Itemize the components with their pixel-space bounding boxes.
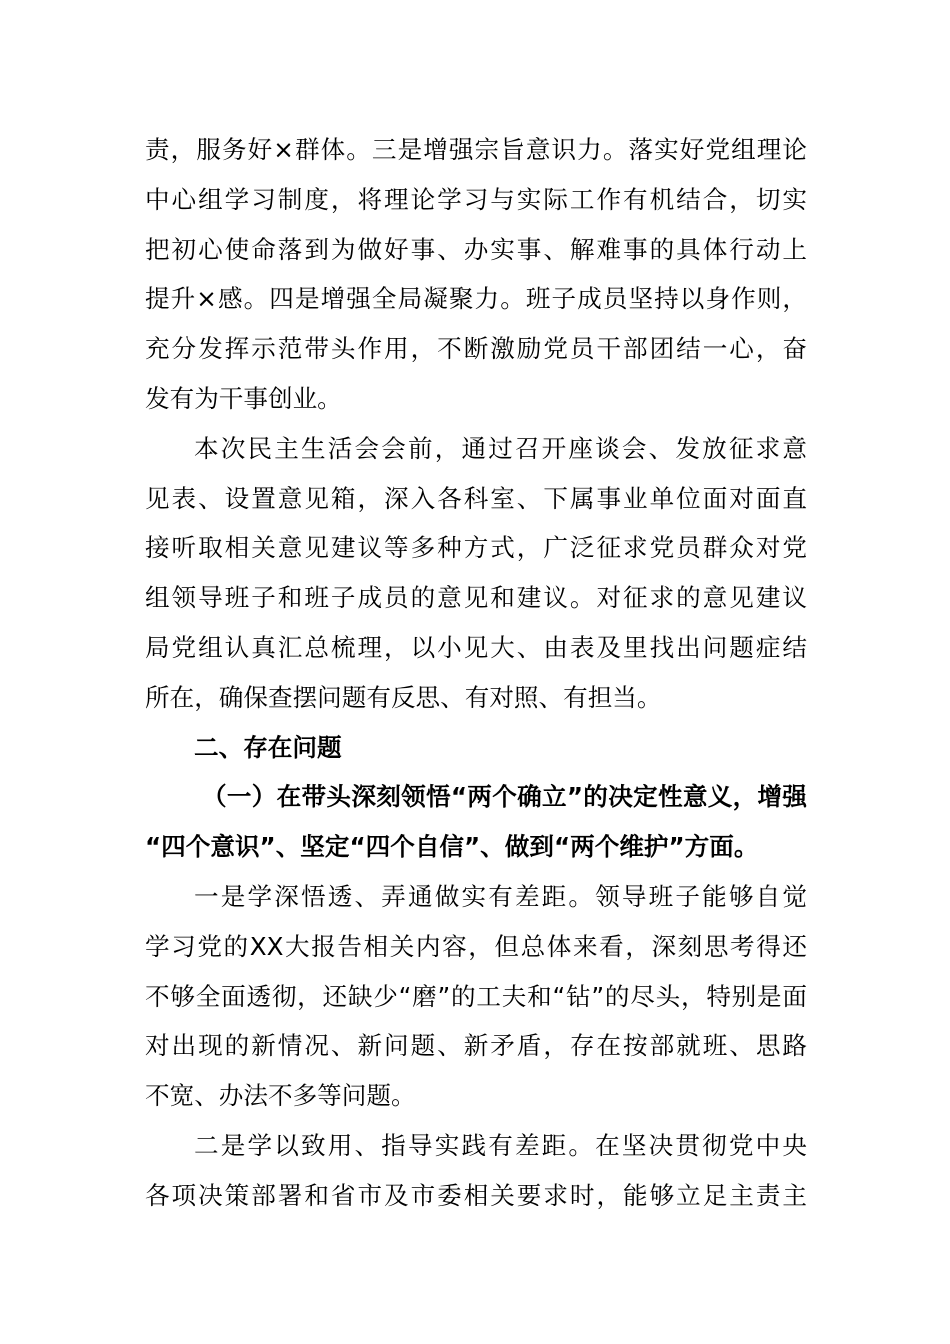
subsection-heading-line: （一）在带头深刻领悟“两个确立”的决定性意义，增强 <box>202 782 807 812</box>
paragraph-first-line: 本次民主生活会会前，通过召开座谈会、发放征求意 <box>194 433 807 463</box>
paragraph-line: 组领导班子和班子成员的意见和建议。对征求的意见建议 <box>145 583 807 613</box>
paragraph-line: 见表、设置意见箱，深入各科室、下属事业单位面对面直 <box>145 483 807 513</box>
paragraph-line: 把初心使命落到为做好事、办实事、解难事的具体行动上 <box>145 234 807 264</box>
paragraph-line: 局党组认真汇总梳理，以小见大、由表及里找出问题症结 <box>145 632 807 662</box>
paragraph-line: 学习党的XX大报告相关内容，但总体来看，深刻思考得还 <box>145 931 807 961</box>
paragraph-first-line: 二是学以致用、指导实践有差距。在坚决贯彻党中央 <box>194 1130 807 1160</box>
paragraph-line: 各项决策部署和省市及市委相关要求时，能够立足主责主 <box>145 1180 807 1210</box>
paragraph-first-line: 一是学深悟透、弄通做实有差距。领导班子能够自觉 <box>194 881 807 911</box>
subsection-heading-line: “四个意识”、坚定“四个自信”、做到“两个维护”方面。 <box>145 832 759 862</box>
paragraph-line: 发有为干事创业。 <box>145 383 342 413</box>
paragraph-line: 提升×感。四是增强全局凝聚力。班子成员坚持以身作则， <box>145 284 807 314</box>
paragraph-line: 所在，确保查摆问题有反思、有对照、有担当。 <box>145 682 662 712</box>
paragraph-line: 中心组学习制度，将理论学习与实际工作有机结合，切实 <box>145 184 807 214</box>
paragraph-line: 接听取相关意见建议等多种方式，广泛征求党员群众对党 <box>145 533 807 563</box>
paragraph-line: 不宽、办法不多等问题。 <box>145 1081 416 1111</box>
paragraph-line: 责，服务好×群体。三是增强宗旨意识力。落实好党组理论 <box>145 135 807 164</box>
paragraph-line: 对出现的新情况、新问题、新矛盾，存在按部就班、思路 <box>145 1031 807 1061</box>
section-heading: 二、存在问题 <box>194 732 342 762</box>
paragraph-line: 不够全面透彻，还缺少“磨”的工夫和“钻”的尽头，特别是面 <box>145 981 807 1011</box>
document-body <box>145 125 807 1221</box>
paragraph-line: 充分发挥示范带头作用，不断激励党员干部团结一心，奋 <box>145 334 807 364</box>
